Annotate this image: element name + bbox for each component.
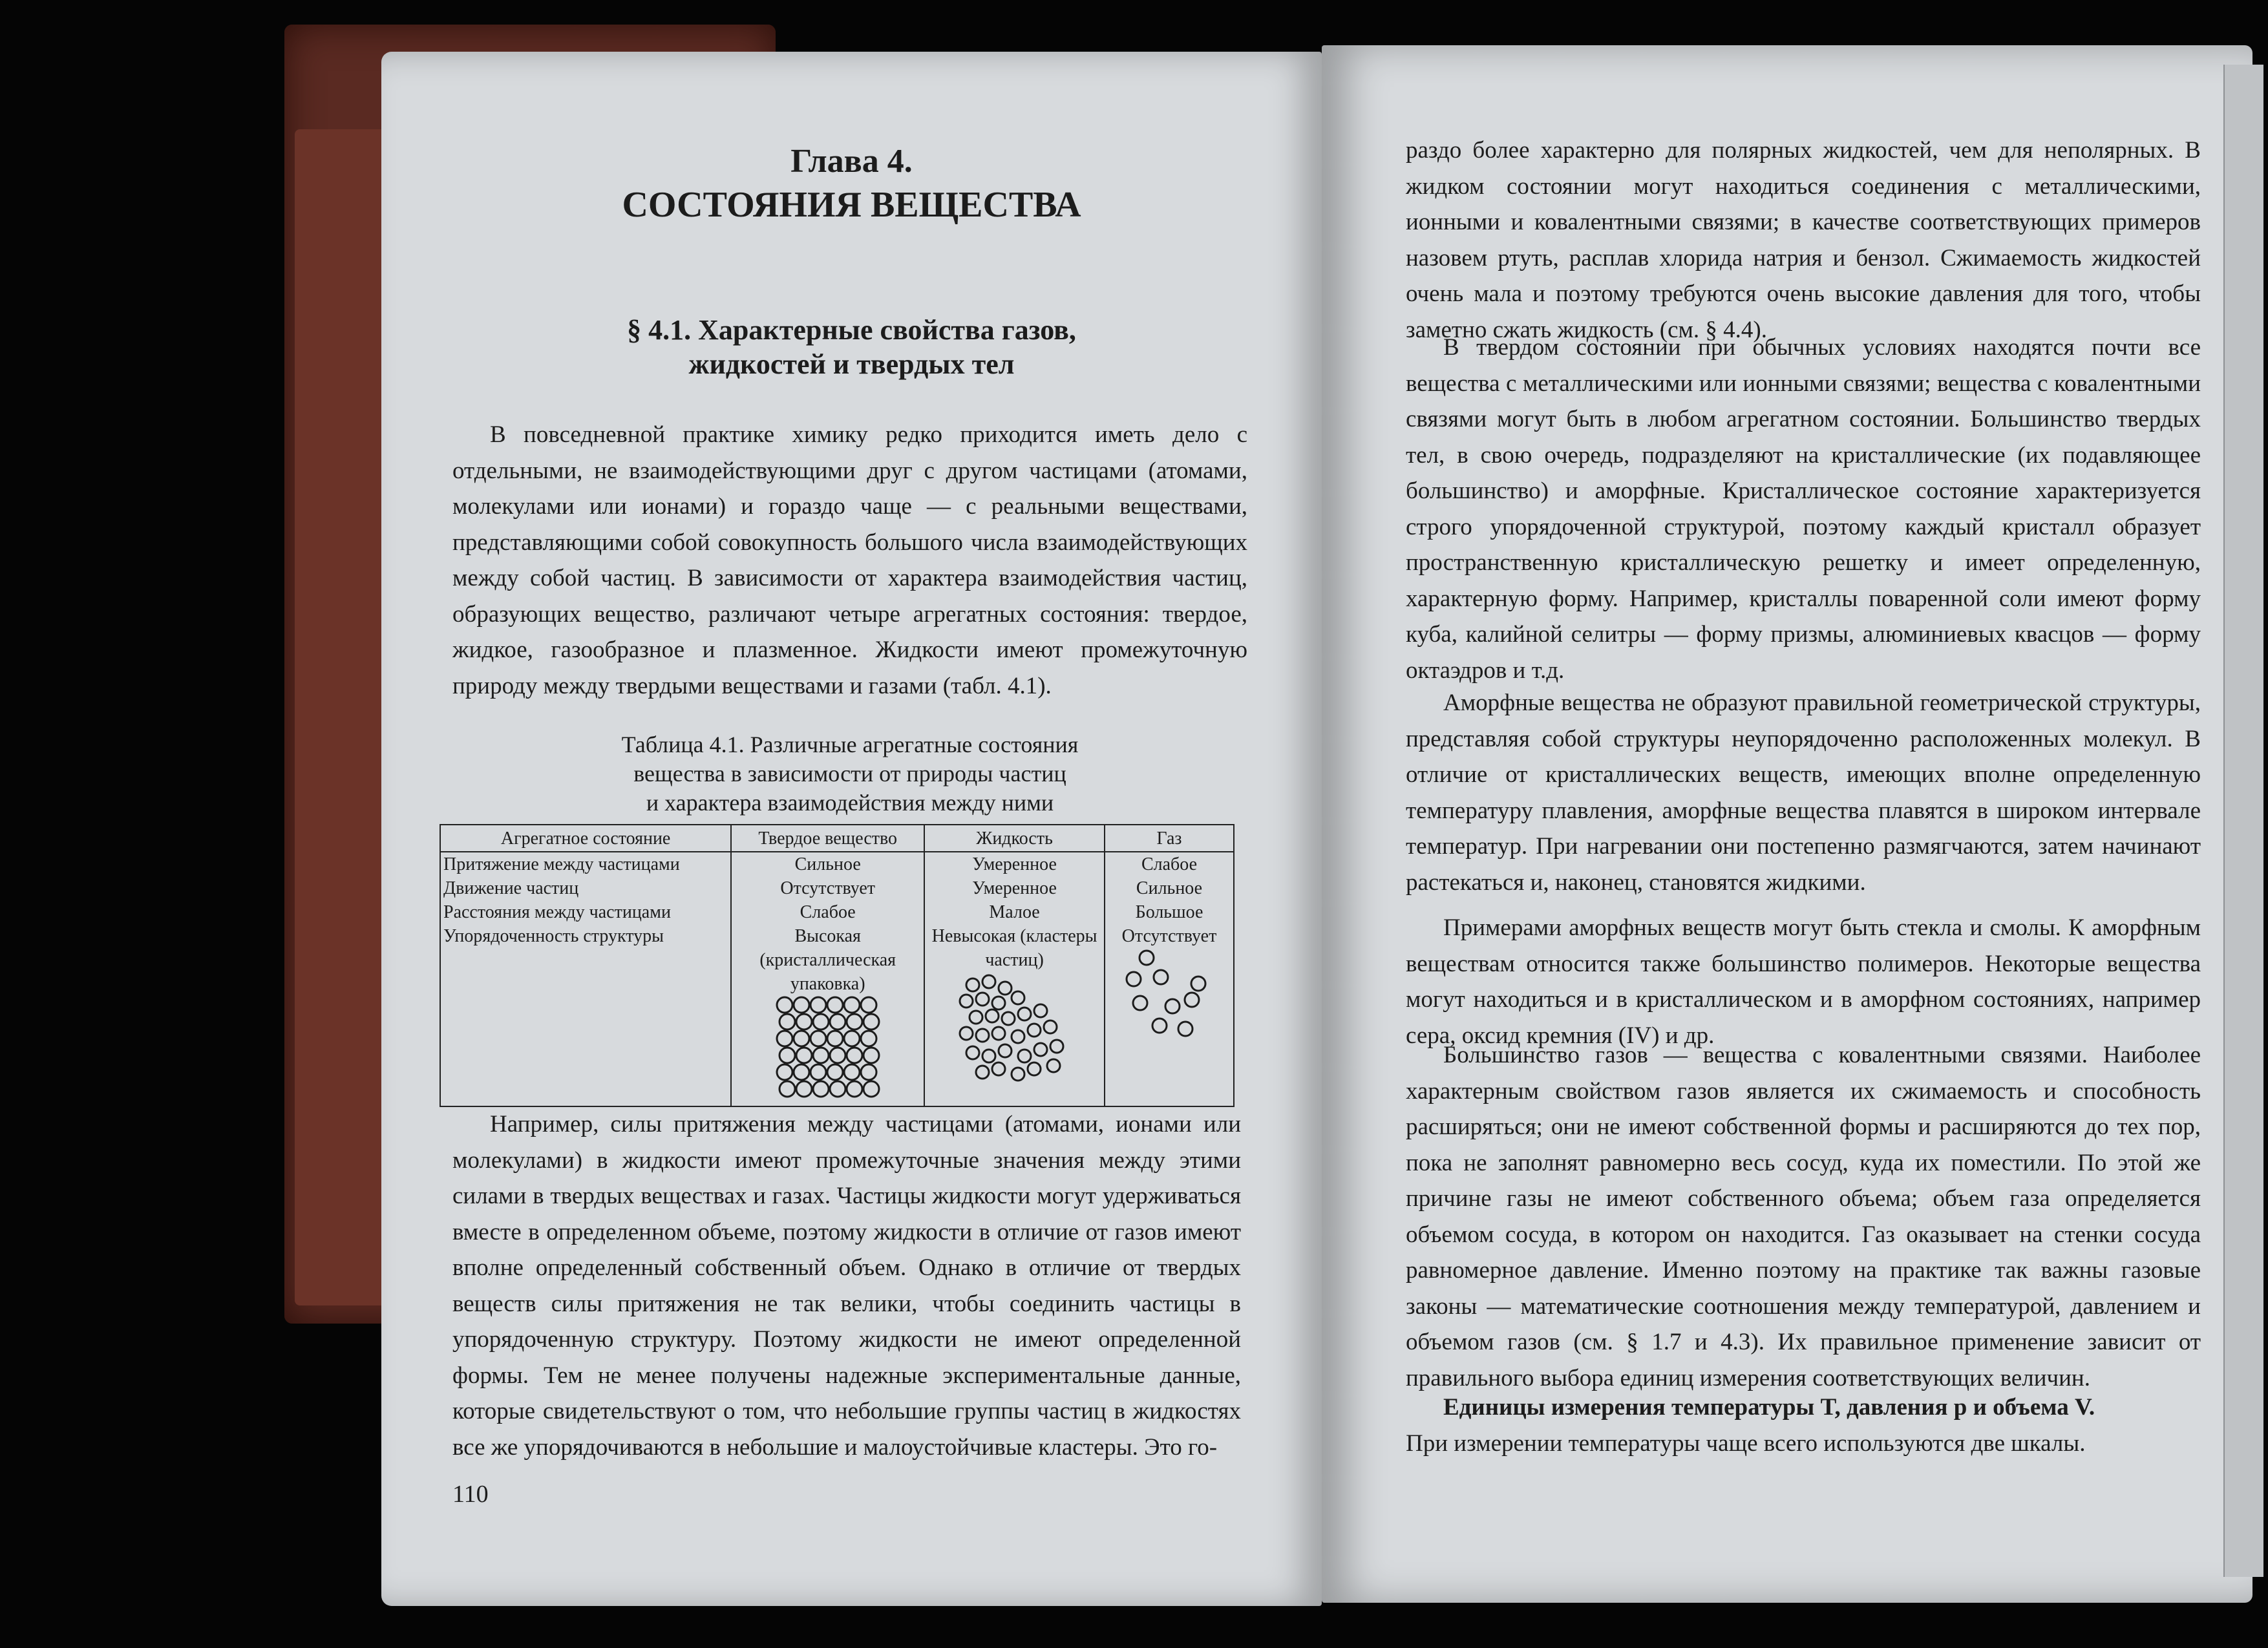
particle-circle [796, 1081, 812, 1097]
cell-value: Большое [1135, 902, 1203, 922]
particle-circle [1165, 999, 1180, 1013]
particle-circle [1047, 1059, 1060, 1072]
body-paragraph: Например, силы притяжения между частицами (атомами, ионами или молекулами) в жидкости имеют промежуточные значения между этими силами в твердых веществах и газах. Частицы жидкости могут удерживаться вместе в определенном объеме, поэтому жидкости в отличие от газов имеют вполне определенный собственный объем. Однако в отличие от твердых веществ силы притяжения не так велики, чтобы соединить частицы в упорядоченную структуру. Поэтому жидкости не имеют определенной формы. Тем не менее получены надежные экспериментальные данные, которые свидетельствуют о том, что небольшие группы частиц в жидкостях все же упорядочиваются в небольшие и малоустойчивые кластеры. Это го- [452, 1111, 1241, 1461]
particle-circle [1133, 996, 1147, 1010]
particle-circle [844, 997, 860, 1013]
particle-circle [966, 1046, 979, 1059]
row-label: Упорядоченность структуры [443, 926, 664, 946]
cell-value: Умеренное [972, 878, 1057, 898]
particle-circle [960, 1027, 973, 1040]
particle-circle [777, 1031, 792, 1046]
row-label: Расстояния между частицами [443, 902, 671, 922]
section-title-line2: жидкостей и твердых тел [688, 348, 1015, 380]
particle-circle [811, 997, 826, 1013]
table-cell-gas [1105, 852, 1234, 1106]
particle-circle [1191, 977, 1205, 991]
particle-circle [1002, 1012, 1015, 1025]
cell-value: Малое [989, 902, 1040, 922]
chapter-title: СОСТОЯНИЯ ВЕЩЕСТВА [622, 185, 1081, 225]
particle-circle [864, 1081, 879, 1097]
particle-circle [1028, 1024, 1041, 1037]
cell-value: Отсутствует [780, 878, 876, 898]
right-paragraph-5: Большинство газов — вещества с ковалентными связями. Наиболее характерным свойством газов является их сжимаемость и способность расширяться; они не имеют собственной формы и расширяются до тех пор, пока не заполнят равномерно весь сосуд, куда их поместили. По этой же причине газы не имеют собственного объема; объем газа определяется объемом сосуда, в котором он находится. Газ оказывает на стенки сосуда равномерное давление. Именно поэтому на практике так важны газовые законы — математические соотношения между температурой, давлением и объемом газов (см. § 1.7 и 4.3). Их правильное применение зависит от правильного выбора единиц измерения соответствующих величин. [1406, 1042, 2201, 1391]
particle-circle [992, 1027, 1005, 1040]
particle-circle [796, 1048, 812, 1063]
particle-circle [1018, 1050, 1031, 1062]
particle-circle [847, 1048, 862, 1063]
table-row [440, 852, 1234, 1106]
right-last-line: При измерении температуры чаще всего используются две шкалы. [1406, 1430, 2086, 1457]
cell-value: Сильное [794, 854, 861, 874]
particle-circle [794, 1031, 809, 1046]
particle-circle [830, 1048, 845, 1063]
particle-circle [982, 1050, 995, 1062]
particle-circle [1185, 993, 1199, 1007]
particle-circle [827, 997, 843, 1013]
cell-value: Умеренное [972, 854, 1057, 874]
particle-circle [1152, 1019, 1167, 1033]
cell-value: Невысокая (кластеры частиц) [931, 926, 1097, 970]
particle-circle [811, 1031, 826, 1046]
particle-circle [1154, 970, 1168, 984]
table-caption-line3: и характера взаимодействия между ними [646, 790, 1054, 816]
aggregate-states-table [440, 824, 1235, 1107]
particle-circle [1018, 1008, 1031, 1020]
particle-circle [813, 1081, 829, 1097]
particle-circle [992, 1062, 1005, 1075]
cell-value: Сильное [1136, 878, 1203, 898]
particle-circle [844, 1064, 860, 1080]
particle-circle [827, 1031, 843, 1046]
particle-circle [864, 1048, 879, 1063]
particle-circle [779, 1048, 795, 1063]
table-header: Твердое вещество [731, 825, 924, 852]
gas-particles-diagram [1108, 948, 1231, 1058]
particle-circle [1127, 972, 1141, 986]
particle-circle [794, 1064, 809, 1080]
particle-circle [830, 1081, 845, 1097]
particle-circle [811, 1064, 826, 1080]
particle-circle [861, 997, 876, 1013]
particle-circle [976, 993, 989, 1006]
particle-circle [986, 1009, 999, 1022]
particle-circle [813, 1048, 829, 1063]
particle-circle [1034, 1004, 1047, 1017]
particle-circle [992, 997, 1005, 1009]
particle-circle [999, 1044, 1012, 1057]
particle-circle [1178, 1022, 1192, 1036]
liquid-particles-diagram [927, 972, 1096, 1082]
page-edges [2223, 65, 2263, 1577]
particle-circle [1028, 1062, 1041, 1075]
particle-circle [960, 995, 973, 1008]
right-paragraph-1: раздо более характерно для полярных жидкостей, чем для неполярных. В жидком состоянии могут находиться соединения с металлическими, ионными и ковалентными связями; в качестве соответствующих примеров назовем ртуть, расплав хлорида натрия и бензол. Сжимаемость жидкостей очень мала и поэтому требуются очень высокие давления для того, чтобы заметно сжать жидкость (см. § 4.4). [1406, 137, 2201, 343]
units-heading: Единицы измерения температуры T, давления p и объема V. [1443, 1394, 2095, 1421]
particle-circle [976, 1029, 989, 1042]
particle-circle [794, 997, 809, 1013]
particle-circle [982, 975, 995, 988]
table-caption-line2: вещества в зависимости от природы частиц [633, 761, 1066, 787]
particle-circle [779, 1081, 795, 1097]
table-header: Газ [1105, 825, 1234, 852]
table-header: Агрегатное состояние [440, 825, 731, 852]
particle-circle [830, 1014, 845, 1030]
chapter-label: Глава 4. [790, 143, 913, 180]
particle-circle [861, 1064, 876, 1080]
particle-circle [1050, 1040, 1063, 1053]
particle-circle [844, 1031, 860, 1046]
particle-circle [813, 1014, 829, 1030]
particle-circle [864, 1014, 879, 1030]
particle-circle [847, 1014, 862, 1030]
cell-value: Слабое [800, 902, 856, 922]
particle-circle [1012, 991, 1024, 1004]
particle-circle [1139, 951, 1154, 965]
cell-value: Высокая (кристаллическая упаковка) [759, 926, 896, 994]
table-cell-liquid [924, 852, 1105, 1106]
particle-circle [861, 1031, 876, 1046]
particle-circle [777, 1064, 792, 1080]
table-cell-properties [440, 852, 731, 1106]
particle-circle [1034, 1043, 1047, 1056]
right-paragraph-2: В твердом состоянии при обычных условиях находятся почти все вещества с металлическими или ионными связями; вещества с ковалентными связями могут быть в любом агрегатном состоянии. Большинство твердых тел, в свою очередь, подразделяют на кристаллические (их подавляющее большинство) и аморфные. Кристаллическое состояние характеризуется строго упорядоченной структурой, поэтому каждый кристалл образует пространственную кристаллическую решетку и имеет определенную, характерную форму. Например, кристаллы поваренной соли имеют форму куба, калийной селитры — форму призмы, алюминиевых квасцов — форму октаэдров и т.д. [1406, 334, 2201, 684]
table-caption-line1: Таблица 4.1. Различные агрегатные состояния [621, 732, 1079, 757]
row-label: Притяжение между частицами [443, 854, 680, 874]
solid-particles-diagram [734, 996, 915, 1106]
cell-value: Слабое [1141, 854, 1198, 874]
particle-circle [847, 1081, 862, 1097]
cell-value: Отсутствует [1121, 926, 1217, 946]
right-paragraph-4: Примерами аморфных веществ могут быть стекла и смолы. К аморфным веществам относится также большинство полимеров. Некоторые вещества могут находиться и в кристаллическом и в аморфном состояниях, например сера, оксид кремния (IV) и др. [1406, 914, 2201, 1049]
right-paragraph-3: Аморфные вещества не образуют правильной геометрической структуры, представляя собой структуры неупорядоченно расположенных молекул. В отличие от кристаллических веществ, имеющих вполне определенную температуру плавления, аморфные вещества плавятся в широком интервале температур. При нагревании они постепенно размягчаются, затем начинают растекаться и, наконец, становятся жидкими. [1406, 690, 2201, 896]
section-title-line1: § 4.1. Характерные свойства газов, [627, 314, 1076, 346]
particle-circle [976, 1066, 989, 1079]
particle-circle [827, 1064, 843, 1080]
particle-circle [796, 1014, 812, 1030]
particle-circle [1012, 1030, 1024, 1043]
particle-circle [999, 982, 1012, 995]
page-number: 110 [452, 1481, 489, 1508]
intro-paragraph: В повседневной практике химику редко приходится иметь дело с отдельными, не взаимодействующими друг с другом частицами (атомами, молекулами или ионами) и гораздо чаще — с реальными веществами, представляющими собой совокупность большого числа взаимодействующих между собой частиц. В зависимости от характера взаимодействия частиц, образующих вещество, различают четыре агрегатных состояния: твердое, жидкое, газообразное и плазменное. Жидкости имеют промежуточную природу между твердыми веществами и газами (табл. 4.1). [452, 421, 1247, 699]
particle-circle [970, 1011, 982, 1024]
table-header-row [440, 825, 1234, 852]
row-label: Движение частиц [443, 878, 579, 898]
particle-circle [1012, 1068, 1024, 1081]
particle-circle [777, 997, 792, 1013]
table-header: Жидкость [924, 825, 1105, 852]
particle-circle [1044, 1020, 1057, 1033]
particle-circle [966, 978, 979, 991]
table-cell-solid [731, 852, 924, 1106]
particle-circle [779, 1014, 795, 1030]
